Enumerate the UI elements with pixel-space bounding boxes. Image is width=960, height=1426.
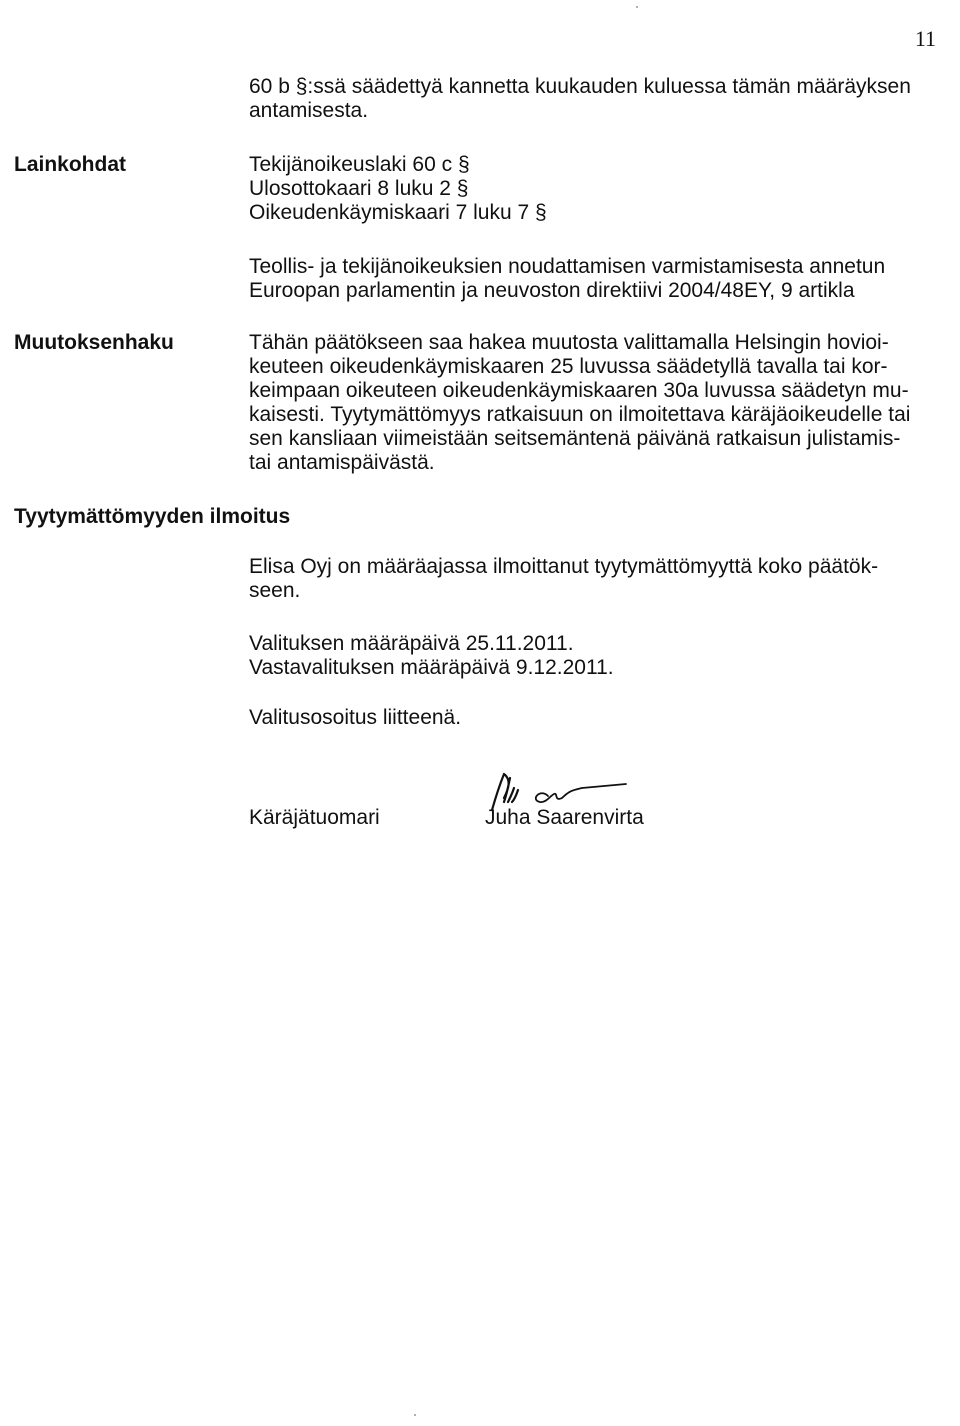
deadline-line: Vastavalituksen määräpäivä 9.12.2011. xyxy=(249,656,614,679)
deadline-line: Valituksen määräpäivä 25.11.2011. xyxy=(249,632,574,655)
paragraph-line: seen. xyxy=(249,579,301,602)
scan-speck xyxy=(636,6,638,8)
paragraph-line: Tähän päätökseen saa hakea muutosta valittamalla Helsingin hovioi- xyxy=(249,331,889,354)
tyytymattomyys-label: Tyytymättömyyden ilmoitus xyxy=(14,505,291,528)
signer-name: Juha Saarenvirta xyxy=(485,806,644,829)
intro-line: antamisesta. xyxy=(249,99,369,122)
scan-speck xyxy=(414,1414,416,1416)
intro-paragraph xyxy=(249,75,949,123)
signer-title: Käräjätuomari xyxy=(249,806,380,829)
deadlines xyxy=(249,632,949,680)
paragraph-line: tai antamispäivästä. xyxy=(249,451,435,474)
muutoksenhaku-label: Muutoksenhaku xyxy=(14,331,174,354)
law-reference: Oikeudenkäymiskaari 7 luku 7 § xyxy=(249,201,547,224)
law-reference: Ulosottokaari 8 luku 2 § xyxy=(249,177,469,200)
signature-block xyxy=(249,806,949,846)
muutoksenhaku-paragraph xyxy=(249,331,949,475)
lainkohdat-label: Lainkohdat xyxy=(14,153,127,176)
directive-reference xyxy=(249,255,949,303)
paragraph-line: Elisa Oyj on määräajassa ilmoittanut tyytymättömyyttä koko päätök- xyxy=(249,555,879,578)
page-number: 11 xyxy=(914,26,936,51)
intro-line: 60 b §:ssä säädettyä kannetta kuukauden kuluessa tämän määräyksen xyxy=(249,75,911,98)
paragraph-line: kaisesti. Tyytymättömyys ratkaisuun on ilmoitettava käräjäoikeudelle tai xyxy=(249,403,911,426)
paragraph-line: keuteen oikeudenkäymiskaaren 25 luvussa säädetyllä tavalla tai kor- xyxy=(249,355,888,378)
paragraph-line: keimpaan oikeuteen oikeudenkäymiskaaren 30a luvussa säädetyn mu- xyxy=(249,379,909,402)
directive-line: Teollis- ja tekijänoikeuksien noudattamisen varmistamisesta annetun xyxy=(249,255,886,278)
attachment-note: Valitusosoitus liitteenä. xyxy=(249,706,462,729)
lainkohdat-list xyxy=(249,153,949,225)
tyytymattomyys-paragraph xyxy=(249,555,949,603)
directive-line: Euroopan parlamentin ja neuvoston direktiivi 2004/48EY, 9 artikla xyxy=(249,279,855,302)
paragraph-line: sen kansliaan viimeistään seitsemäntenä päivänä ratkaisun julistamis- xyxy=(249,427,901,450)
law-reference: Tekijänoikeuslaki 60 c § xyxy=(249,153,470,176)
